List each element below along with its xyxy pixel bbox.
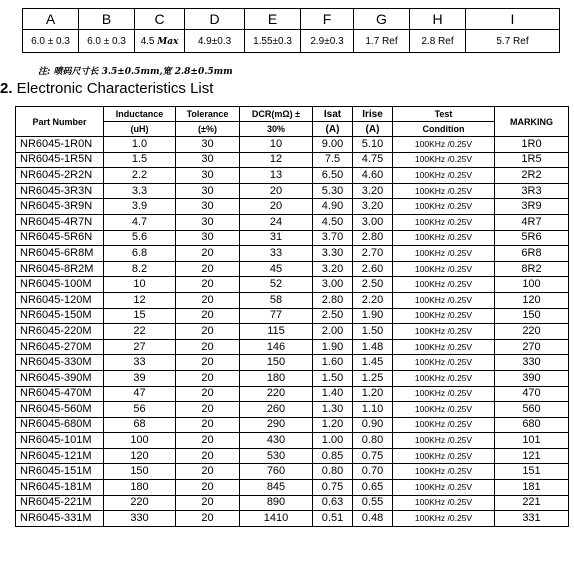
inductance-cell: 120 [104,448,176,464]
tolerance-cell: 20 [176,292,240,308]
tolerance-cell: 20 [176,464,240,480]
isat-cell: 3.20 [313,261,353,277]
tolerance-cell: 20 [176,277,240,293]
isat-cell: 1.00 [313,433,353,449]
table-row [16,168,569,184]
tolerance-cell: 30 [176,152,240,168]
test-condition-cell: 100KHz /0.25V [393,168,495,184]
table-body [16,137,569,527]
test-condition-cell: 100KHz /0.25V [393,386,495,402]
table-row [16,433,569,449]
irise-cell: 2.70 [353,246,393,262]
tolerance-cell: 20 [176,511,240,527]
irise-cell: 1.50 [353,324,393,340]
table-row [16,402,569,418]
inductance-cell: 56 [104,402,176,418]
test-condition-cell: 100KHz /0.25V [393,511,495,527]
marking-cell: 8R2 [495,261,569,277]
dim-value-c [135,30,185,53]
header-test: Test [393,107,495,122]
inductance-cell: 33 [104,355,176,371]
inductance-cell: 47 [104,386,176,402]
tolerance-cell: 30 [176,199,240,215]
dim-header-e: E [245,9,301,30]
marking-cell: 1R0 [495,137,569,153]
dim-header-h: H [410,9,466,30]
irise-cell: 4.60 [353,168,393,184]
table-row [16,199,569,215]
irise-cell: 0.48 [353,511,393,527]
tolerance-cell: 30 [176,230,240,246]
dcr-cell: 760 [240,464,313,480]
marking-cell: 100 [495,277,569,293]
test-condition-cell: 100KHz /0.25V [393,433,495,449]
section-title-text: Electronic Characteristics List [12,80,214,97]
marking-cell: 560 [495,402,569,418]
dimension-value-row [23,30,560,53]
marking-cell: 270 [495,339,569,355]
dcr-cell: 31 [240,230,313,246]
part-number-cell: NR6045-220M [16,324,104,340]
inductance-cell: 1.0 [104,137,176,153]
dcr-cell: 52 [240,277,313,293]
tolerance-cell: 20 [176,402,240,418]
test-condition-cell: 100KHz /0.25V [393,214,495,230]
header-marking: MARKING [495,107,569,137]
dcr-cell: 150 [240,355,313,371]
part-number-cell: NR6045-181M [16,480,104,496]
irise-cell: 0.70 [353,464,393,480]
dcr-cell: 890 [240,495,313,511]
inductance-cell: 6.8 [104,246,176,262]
dimension-note: 注: 喷码尺寸长 3.5±0.5mm,宽 2.8±0.5mm [38,67,233,77]
dim-header-f: F [301,9,354,30]
tolerance-cell: 20 [176,386,240,402]
dim-value-g: 1.7 Ref [354,30,410,53]
isat-cell: 1.90 [313,339,353,355]
part-number-cell: NR6045-2R2N [16,168,104,184]
marking-cell: 101 [495,433,569,449]
inductance-cell: 15 [104,308,176,324]
irise-cell: 0.55 [353,495,393,511]
test-condition-cell: 100KHz /0.25V [393,199,495,215]
dim-header-a: A [23,9,79,30]
dim-value-b: 6.0 ± 0.3 [79,30,135,53]
irise-cell: 2.60 [353,261,393,277]
test-condition-cell: 100KHz /0.25V [393,230,495,246]
marking-cell: 331 [495,511,569,527]
dim-value-c-number: 4.5 [140,35,155,47]
tolerance-cell: 20 [176,246,240,262]
dcr-cell: 12 [240,152,313,168]
dcr-cell: 45 [240,261,313,277]
section-title [0,80,213,97]
header-dcr-unit: 30% [240,122,313,137]
marking-cell: 4R7 [495,214,569,230]
irise-cell: 0.65 [353,480,393,496]
part-number-cell: NR6045-4R7N [16,214,104,230]
table-row [16,308,569,324]
part-number-cell: NR6045-331M [16,511,104,527]
table-row [16,386,569,402]
dcr-cell: 430 [240,433,313,449]
table-row [16,292,569,308]
marking-cell: 120 [495,292,569,308]
tolerance-cell: 20 [176,495,240,511]
irise-cell: 3.20 [353,183,393,199]
test-condition-cell: 100KHz /0.25V [393,495,495,511]
test-condition-cell: 100KHz /0.25V [393,246,495,262]
isat-cell: 1.20 [313,417,353,433]
irise-cell: 1.25 [353,370,393,386]
irise-cell: 2.50 [353,277,393,293]
tolerance-cell: 20 [176,370,240,386]
header-part-number: Part Number [16,107,104,137]
isat-cell: 2.00 [313,324,353,340]
marking-cell: 3R9 [495,199,569,215]
test-condition-cell: 100KHz /0.25V [393,261,495,277]
electrical-characteristics-table [15,106,569,527]
dcr-cell: 115 [240,324,313,340]
marking-cell: 470 [495,386,569,402]
inductance-cell: 4.7 [104,214,176,230]
part-number-cell: NR6045-150M [16,308,104,324]
part-number-cell: NR6045-330M [16,355,104,371]
isat-cell: 0.75 [313,480,353,496]
isat-cell: 7.5 [313,152,353,168]
irise-cell: 3.20 [353,199,393,215]
dim-value-a: 6.0 ± 0.3 [23,30,79,53]
marking-cell: 151 [495,464,569,480]
test-condition-cell: 100KHz /0.25V [393,152,495,168]
inductance-cell: 100 [104,433,176,449]
isat-cell: 0.51 [313,511,353,527]
part-number-cell: NR6045-560M [16,402,104,418]
table-row [16,339,569,355]
dim-value-c-max-label: Max [157,36,179,47]
header-isat-unit: (A) [313,122,353,137]
dim-header-i: I [466,9,560,30]
table-header-row [16,107,569,122]
isat-cell: 1.30 [313,402,353,418]
dcr-cell: 10 [240,137,313,153]
tolerance-cell: 20 [176,355,240,371]
inductance-cell: 10 [104,277,176,293]
dim-header-b: B [79,9,135,30]
part-number-cell: NR6045-1R5N [16,152,104,168]
part-number-cell: NR6045-390M [16,370,104,386]
part-number-cell: NR6045-151M [16,464,104,480]
header-tolerance-unit: (±%) [176,122,240,137]
header-inductance-unit: (uH) [104,122,176,137]
dim-value-i: 5.7 Ref [466,30,560,53]
dcr-cell: 1410 [240,511,313,527]
test-condition-cell: 100KHz /0.25V [393,183,495,199]
tolerance-cell: 20 [176,480,240,496]
test-condition-cell: 100KHz /0.25V [393,370,495,386]
isat-cell: 4.50 [313,214,353,230]
marking-cell: 150 [495,308,569,324]
test-condition-cell: 100KHz /0.25V [393,292,495,308]
marking-cell: 121 [495,448,569,464]
part-number-cell: NR6045-470M [16,386,104,402]
isat-cell: 3.70 [313,230,353,246]
dim-value-d: 4.9±0.3 [185,30,245,53]
test-condition-cell: 100KHz /0.25V [393,277,495,293]
dcr-cell: 77 [240,308,313,324]
inductance-cell: 180 [104,480,176,496]
table-row [16,277,569,293]
table-row [16,324,569,340]
part-number-cell: NR6045-3R9N [16,199,104,215]
inductance-cell: 220 [104,495,176,511]
irise-cell: 2.80 [353,230,393,246]
header-dcr: DCR(mΩ) ± [240,107,313,122]
header-tolerance: Tolerance [176,107,240,122]
table-row [16,183,569,199]
isat-cell: 3.30 [313,246,353,262]
isat-cell: 1.60 [313,355,353,371]
table-row [16,448,569,464]
tolerance-cell: 20 [176,308,240,324]
dimension-header-row [23,9,560,30]
part-number-cell: NR6045-221M [16,495,104,511]
marking-cell: 220 [495,324,569,340]
irise-cell: 1.90 [353,308,393,324]
inductance-cell: 68 [104,417,176,433]
dcr-cell: 290 [240,417,313,433]
header-test-unit: Condition [393,122,495,137]
test-condition-cell: 100KHz /0.25V [393,402,495,418]
table-row [16,495,569,511]
test-condition-cell: 100KHz /0.25V [393,339,495,355]
table-row [16,417,569,433]
dcr-cell: 20 [240,183,313,199]
part-number-cell: NR6045-680M [16,417,104,433]
isat-cell: 3.00 [313,277,353,293]
marking-cell: 680 [495,417,569,433]
irise-cell: 1.48 [353,339,393,355]
test-condition-cell: 100KHz /0.25V [393,355,495,371]
inductance-cell: 22 [104,324,176,340]
tolerance-cell: 30 [176,183,240,199]
irise-cell: 1.10 [353,402,393,418]
inductance-cell: 330 [104,511,176,527]
table-row [16,137,569,153]
inductance-cell: 8.2 [104,261,176,277]
table-row [16,152,569,168]
dcr-cell: 13 [240,168,313,184]
table-row [16,355,569,371]
header-irise: Irise [353,107,393,122]
inductance-cell: 3.3 [104,183,176,199]
isat-cell: 9.00 [313,137,353,153]
tolerance-cell: 20 [176,433,240,449]
dim-header-d: D [185,9,245,30]
table-row [16,464,569,480]
irise-cell: 0.80 [353,433,393,449]
part-number-cell: NR6045-101M [16,433,104,449]
header-irise-unit: (A) [353,122,393,137]
dcr-cell: 58 [240,292,313,308]
marking-cell: 6R8 [495,246,569,262]
test-condition-cell: 100KHz /0.25V [393,417,495,433]
table-row [16,246,569,262]
isat-cell: 0.63 [313,495,353,511]
dimension-table [22,8,560,53]
isat-cell: 1.50 [313,370,353,386]
test-condition-cell: 100KHz /0.25V [393,448,495,464]
test-condition-cell: 100KHz /0.25V [393,480,495,496]
isat-cell: 5.30 [313,183,353,199]
isat-cell: 6.50 [313,168,353,184]
irise-cell: 4.75 [353,152,393,168]
tolerance-cell: 30 [176,214,240,230]
inductance-cell: 3.9 [104,199,176,215]
marking-cell: 330 [495,355,569,371]
inductance-cell: 39 [104,370,176,386]
table-row [16,261,569,277]
part-number-cell: NR6045-270M [16,339,104,355]
isat-cell: 4.90 [313,199,353,215]
test-condition-cell: 100KHz /0.25V [393,324,495,340]
part-number-cell: NR6045-121M [16,448,104,464]
marking-cell: 3R3 [495,183,569,199]
irise-cell: 3.00 [353,214,393,230]
inductance-cell: 2.2 [104,168,176,184]
table-row [16,480,569,496]
dim-value-e: 1.55±0.3 [245,30,301,53]
marking-cell: 5R6 [495,230,569,246]
inductance-cell: 1.5 [104,152,176,168]
dcr-cell: 220 [240,386,313,402]
dim-header-g: G [354,9,410,30]
dcr-cell: 845 [240,480,313,496]
table-row [16,230,569,246]
dim-value-f: 2.9±0.3 [301,30,354,53]
isat-cell: 0.80 [313,464,353,480]
dcr-cell: 180 [240,370,313,386]
tolerance-cell: 30 [176,168,240,184]
tolerance-cell: 20 [176,417,240,433]
part-number-cell: NR6045-6R8M [16,246,104,262]
tolerance-cell: 30 [176,137,240,153]
inductance-cell: 5.6 [104,230,176,246]
tolerance-cell: 20 [176,324,240,340]
irise-cell: 1.20 [353,386,393,402]
irise-cell: 5.10 [353,137,393,153]
table-row [16,370,569,386]
part-number-cell: NR6045-1R0N [16,137,104,153]
inductance-cell: 150 [104,464,176,480]
marking-cell: 2R2 [495,168,569,184]
dcr-cell: 146 [240,339,313,355]
part-number-cell: NR6045-120M [16,292,104,308]
isat-cell: 1.40 [313,386,353,402]
dcr-cell: 260 [240,402,313,418]
irise-cell: 1.45 [353,355,393,371]
table-row [16,511,569,527]
dcr-cell: 33 [240,246,313,262]
marking-cell: 181 [495,480,569,496]
inductance-cell: 27 [104,339,176,355]
tolerance-cell: 20 [176,261,240,277]
dim-value-h: 2.8 Ref [410,30,466,53]
irise-cell: 0.90 [353,417,393,433]
section-number: 2. [0,80,13,97]
tolerance-cell: 20 [176,448,240,464]
table-row [16,214,569,230]
test-condition-cell: 100KHz /0.25V [393,464,495,480]
isat-cell: 2.80 [313,292,353,308]
part-number-cell: NR6045-5R6N [16,230,104,246]
isat-cell: 2.50 [313,308,353,324]
header-isat: Isat [313,107,353,122]
tolerance-cell: 20 [176,339,240,355]
dcr-cell: 24 [240,214,313,230]
dcr-cell: 20 [240,199,313,215]
marking-cell: 221 [495,495,569,511]
marking-cell: 1R5 [495,152,569,168]
test-condition-cell: 100KHz /0.25V [393,308,495,324]
dcr-cell: 530 [240,448,313,464]
marking-cell: 390 [495,370,569,386]
isat-cell: 0.85 [313,448,353,464]
irise-cell: 0.75 [353,448,393,464]
part-number-cell: NR6045-8R2M [16,261,104,277]
part-number-cell: NR6045-100M [16,277,104,293]
part-number-cell: NR6045-3R3N [16,183,104,199]
dim-header-c: C [135,9,185,30]
header-inductance: Inductance [104,107,176,122]
inductance-cell: 12 [104,292,176,308]
irise-cell: 2.20 [353,292,393,308]
test-condition-cell: 100KHz /0.25V [393,137,495,153]
